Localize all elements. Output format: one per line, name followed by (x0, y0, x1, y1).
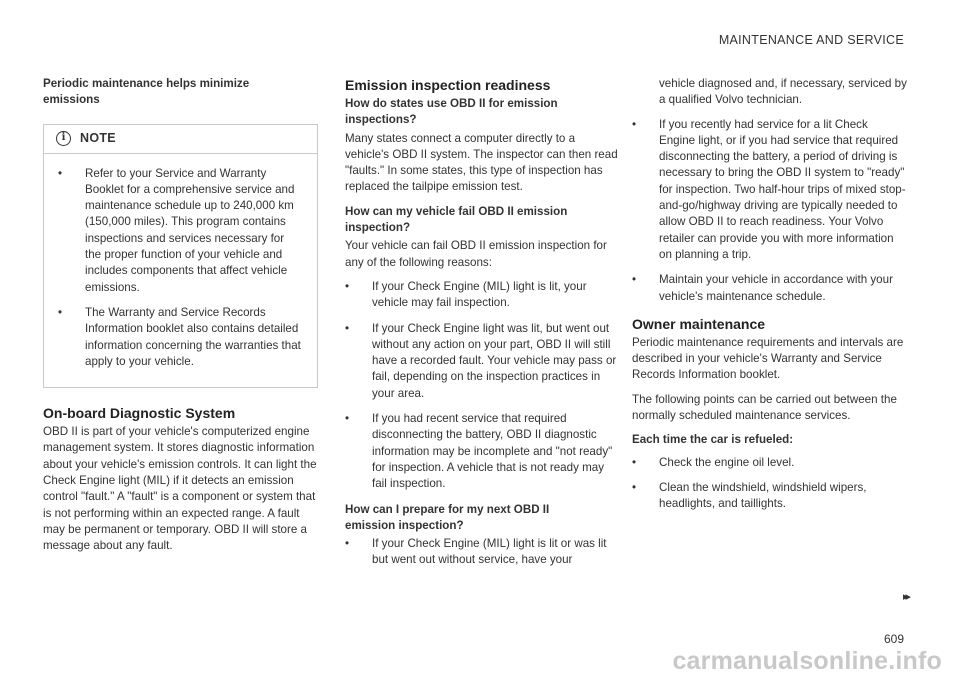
answer-paragraph: Many states connect a computer directly to a vehicle's OBD II system. The inspector can then read "faults." In some states, this type of inspection has replaced the tailpipe emission test. (345, 131, 618, 194)
continuation-text: vehicle diagnosed and, if necessary, serviced by a qualified Volvo technician. (659, 77, 907, 107)
question-heading: How do states use OBD II for emission inspections? (345, 97, 558, 127)
next-page-arrow-icon: ▸▸ (902, 591, 908, 603)
refuel-list (632, 455, 907, 513)
note-item: • The Warranty and Service Records Information booklet also contains detailed information concerning the warranties that apply to your vehicle. (58, 305, 303, 370)
list-item: • Maintain your vehicle in accordance with your vehicle's maintenance schedule. (632, 272, 907, 305)
page-number: 609 (883, 632, 904, 646)
list-item: • If you recently had service for a lit Check Engine light, or if you had service that required disconnecting the battery, a period of driving is necessary to bring the OBD II system to "ready" for inspection. Two half-hour trips of mixed stop-and-go/highway driving are typically needed to allow OBD II to reach readiness. Your Volvo retailer can provide you with more information on planning a trip. (632, 117, 907, 264)
note-item: • Refer to your Service and Warranty Booklet for a comprehensive service and maintenance schedule up to 240,000 km (150,000 miles). This program contains inspections and services necessary for the proper function of your vehicle and includes components that affect vehicle emissions. (58, 166, 303, 296)
note-label: NOTE (80, 131, 116, 146)
obd-heading: On-board Diagnostic System (43, 405, 236, 422)
fail-reasons-list (345, 279, 620, 493)
owner-maintenance-heading: Owner maintenance (632, 315, 766, 332)
note-list (58, 166, 303, 371)
prepare-list-continued (632, 117, 907, 305)
prepare-list (345, 536, 620, 569)
answer-paragraph: Your vehicle can fail OBD II emission inspection for any of the following reasons: (345, 239, 607, 269)
note-header (44, 125, 317, 154)
owner-paragraph: Periodic maintenance requirements and intervals are described in your vehicle's Warranty and Service Records Information booklet. (632, 335, 904, 382)
emission-heading: Emission inspection readiness (345, 77, 551, 93)
list-item: • If your Check Engine (MIL) light is lit, your vehicle may fail inspection. (345, 279, 620, 312)
list-item: • Clean the windshield, windshield wipers, headlights, and taillights. (632, 480, 907, 513)
list-item: • If you had recent service that required disconnecting the battery, OBD II diagnostic information may be incomplete and "not ready" for inspection. A vehicle that is not ready may fail inspection. (345, 411, 620, 492)
refuel-heading: Each time the car is refueled: (632, 433, 794, 447)
owner-paragraph: The following points can be carried out between the normally scheduled maintenance services. (632, 392, 897, 423)
obd-paragraph: OBD II is part of your vehicle's computerized engine management system. It stores diagnostic information about your vehicle's emission controls. It can light the Check Engine light (MIL) if it detects an emission control "fault." A "fault" is a component or system that is not performing within an expected range. A fault may be permanent or temporary. OBD II will store a message about any fault. (43, 425, 317, 553)
column-middle (345, 76, 620, 578)
note-box (43, 124, 318, 389)
list-item: • If your Check Engine light was lit, but went out without any action on your part, OBD II will still have a recorded fault. Your vehicle may pass or fail, depending on the inspection practices in your area. (345, 321, 620, 402)
section-title: MAINTENANCE AND SERVICE (718, 33, 904, 47)
column-right (632, 76, 907, 522)
info-icon: i (56, 131, 71, 146)
intro-heading: Periodic maintenance helps minimize emissions (43, 77, 250, 107)
watermark: carmanualsonline.info (672, 647, 942, 675)
question-heading: How can I prepare for my next OBD II emission inspection? (345, 502, 550, 532)
column-left (43, 76, 318, 563)
list-item: • If your Check Engine (MIL) light is lit or was lit but went out without service, have your (345, 536, 620, 569)
question-heading: How can my vehicle fail OBD II emission inspection? (345, 204, 568, 235)
list-item: • Check the engine oil level. (632, 455, 907, 471)
